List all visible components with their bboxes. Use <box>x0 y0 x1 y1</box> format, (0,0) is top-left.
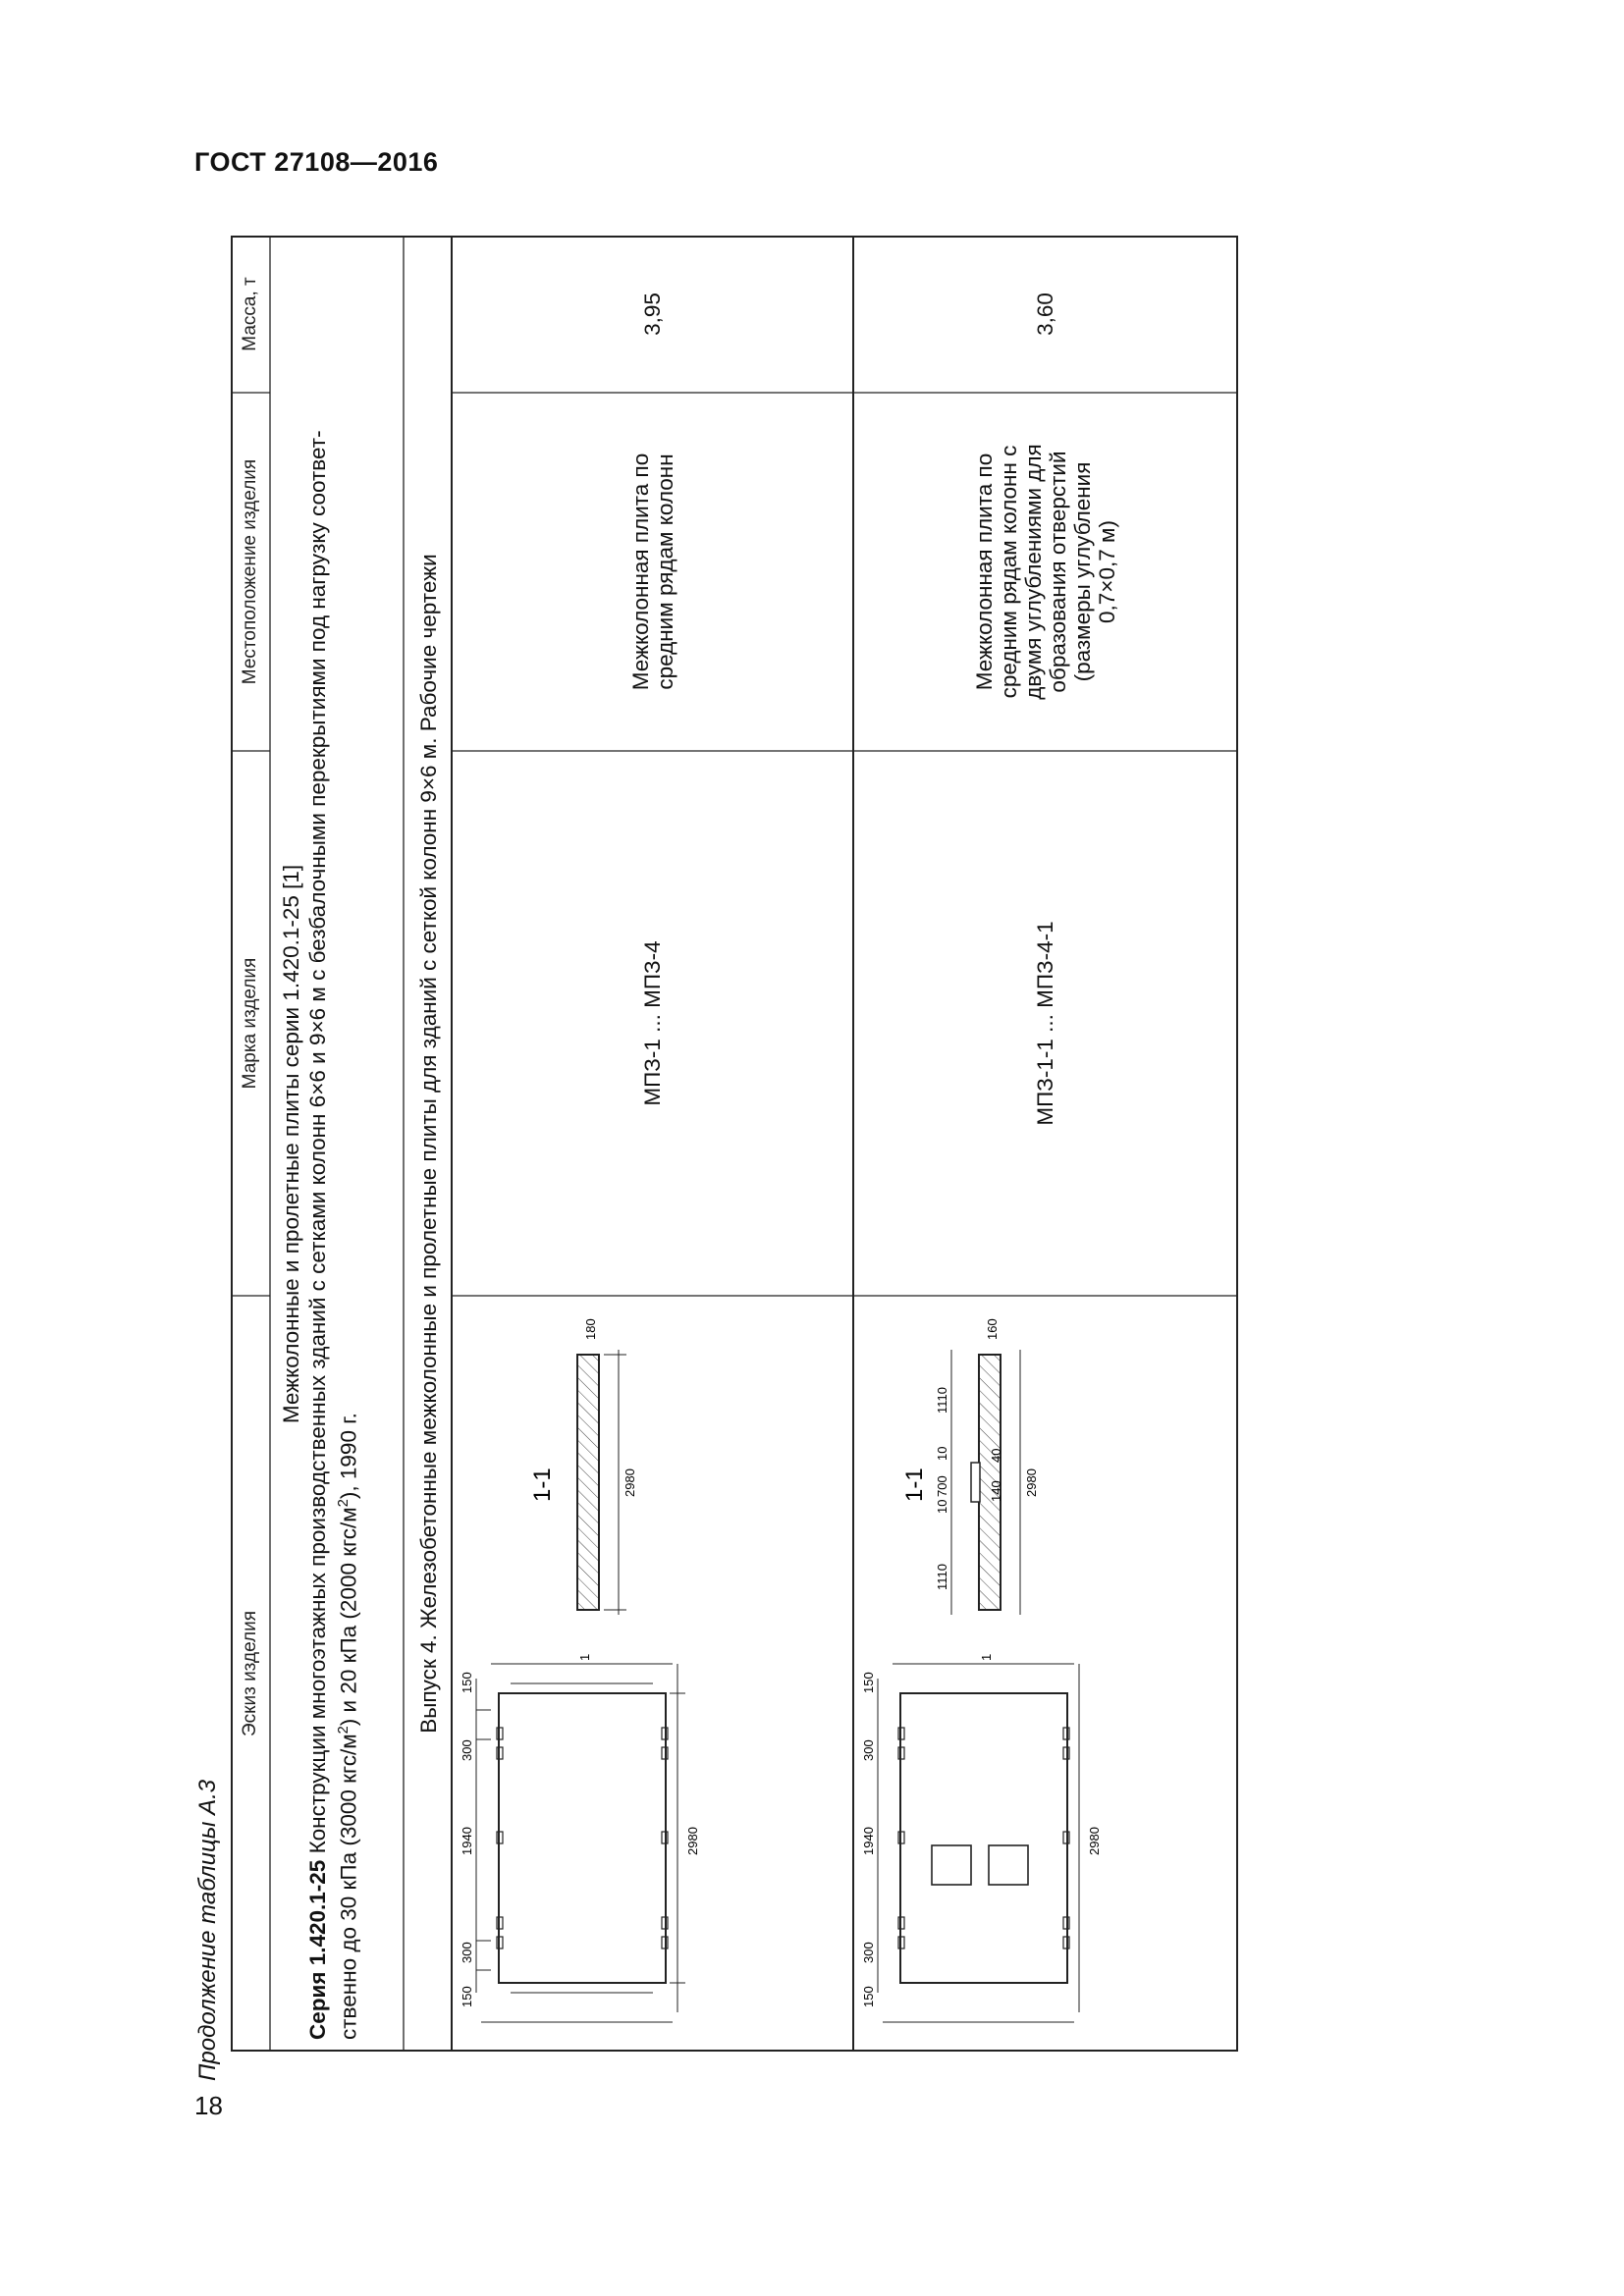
page-number: 18 <box>194 2091 223 2120</box>
row2-section-view <box>951 1350 1020 1615</box>
issue-line: Выпуск 4. Железобетонные межколонные и пролетные плиты для зданий с сеткой колонн 9×6 м. Рабочие чертежи <box>416 554 441 1734</box>
row2-location-line: средним рядам колонн с <box>997 445 1021 699</box>
row1-mass: 3,95 <box>639 293 665 336</box>
row1-plan-width: 2980 <box>685 1827 700 1855</box>
series-code: Серия 1.420.1-25 <box>305 1859 330 2040</box>
row1-dim: 300 <box>460 1739 474 1761</box>
row2-mass: 3,60 <box>1033 293 1057 336</box>
row1-section-title: 1-1 <box>529 1468 556 1502</box>
row2-dim-top: 10 <box>935 1446 949 1461</box>
row1-dim-left: 150 <box>460 1986 474 2007</box>
series-title: Межколонные и пролетные плиты серии 1.420.1-25 [1] <box>279 864 303 1424</box>
row2-section-title: 1-1 <box>901 1468 928 1502</box>
row1-section-view <box>577 1350 626 1615</box>
row2-section-length: 2980 <box>1024 1468 1039 1497</box>
row2-dim-top: 10 <box>935 1499 949 1514</box>
row2-location <box>853 393 1238 751</box>
row2-sketch <box>853 1296 1238 2052</box>
row2-dim-top: 1110 <box>935 1387 949 1414</box>
row1-mark: МПЗ-1 ... МПЗ-4 <box>639 940 665 1106</box>
row2-location-line: образования отверстий <box>1046 451 1070 693</box>
row2-dim-left: 150 <box>861 1986 876 2007</box>
product-table <box>231 236 1238 2052</box>
series-text-2c: ), 1990 г. <box>336 1413 361 1500</box>
row2-section-thickness: 160 <box>985 1318 1000 1340</box>
col-header-location: Местоположение изделия <box>240 458 260 685</box>
col-header-sketch: Эскиз изделия <box>240 1611 260 1736</box>
row2-dim: 300 <box>861 1739 876 1761</box>
row2-location-line: Межколонная плита по <box>972 453 997 691</box>
row2-recess-rest: 40 <box>989 1448 1003 1463</box>
unit-sup-1: 2 <box>336 1726 352 1735</box>
row2-dim-right: 150 <box>861 1672 876 1693</box>
row2-cut-label: 1 <box>979 1653 994 1661</box>
col-header-mass: Масса, т <box>240 277 260 351</box>
row1-location <box>452 393 853 751</box>
row1-location-line: Межколонная плита по <box>627 453 653 691</box>
series-text-line-2 <box>331 248 362 2040</box>
row2-dim: 300 <box>861 1942 876 1963</box>
row2-dim-top: 700 <box>935 1475 949 1497</box>
row1-dim: 1940 <box>460 1827 474 1855</box>
row2-location-line: двумя углублениями для <box>1021 444 1046 700</box>
row1-section-length: 2980 <box>623 1468 637 1497</box>
row1-cut-label: 1 <box>577 1653 592 1661</box>
table-caption: Продолжение таблицы А.3 <box>194 1779 221 2081</box>
row2-location-line: (размеры углубления <box>1070 461 1095 682</box>
rotated-sheet <box>194 236 1238 2081</box>
row2-mark: МПЗ-1-1 ... МПЗ-4-1 <box>1033 921 1057 1126</box>
row2-location-line: 0,7×0,7 м) <box>1095 520 1119 623</box>
row1-location-line: средним рядам колонн <box>652 454 677 690</box>
row2-plan-view <box>878 1664 1079 2022</box>
row1-sketch <box>452 1296 853 2052</box>
unit-sup-2: 2 <box>336 1499 352 1508</box>
document-code: ГОСТ 27108—2016 <box>194 147 439 177</box>
row2-plan-width: 2980 <box>1087 1827 1102 1855</box>
row2-recess-depth: 140 <box>989 1480 1003 1502</box>
row2-dim: 1940 <box>861 1827 876 1855</box>
col-header-mark: Марка изделия <box>240 957 260 1090</box>
row1-section-thickness: 180 <box>583 1318 598 1340</box>
row1-plan-view <box>476 1664 685 2022</box>
series-text-line-1 <box>304 248 331 2040</box>
series-description <box>278 248 362 2040</box>
series-text-2b: ) и 20 кПа (2000 кгс/м <box>336 1507 361 1727</box>
series-text-1: Конструкции многоэтажных производственных зданий с сетками колонн 6×6 и 9×6 м с безбалочными перекрытиями под нагрузку соответ- <box>305 430 330 1860</box>
series-text-2a: ственно до 30 кПа (3000 кгс/м <box>336 1734 361 2040</box>
row1-dim-right: 150 <box>460 1672 474 1693</box>
row1-dim: 300 <box>460 1942 474 1963</box>
row2-dim-top: 1110 <box>935 1564 949 1590</box>
